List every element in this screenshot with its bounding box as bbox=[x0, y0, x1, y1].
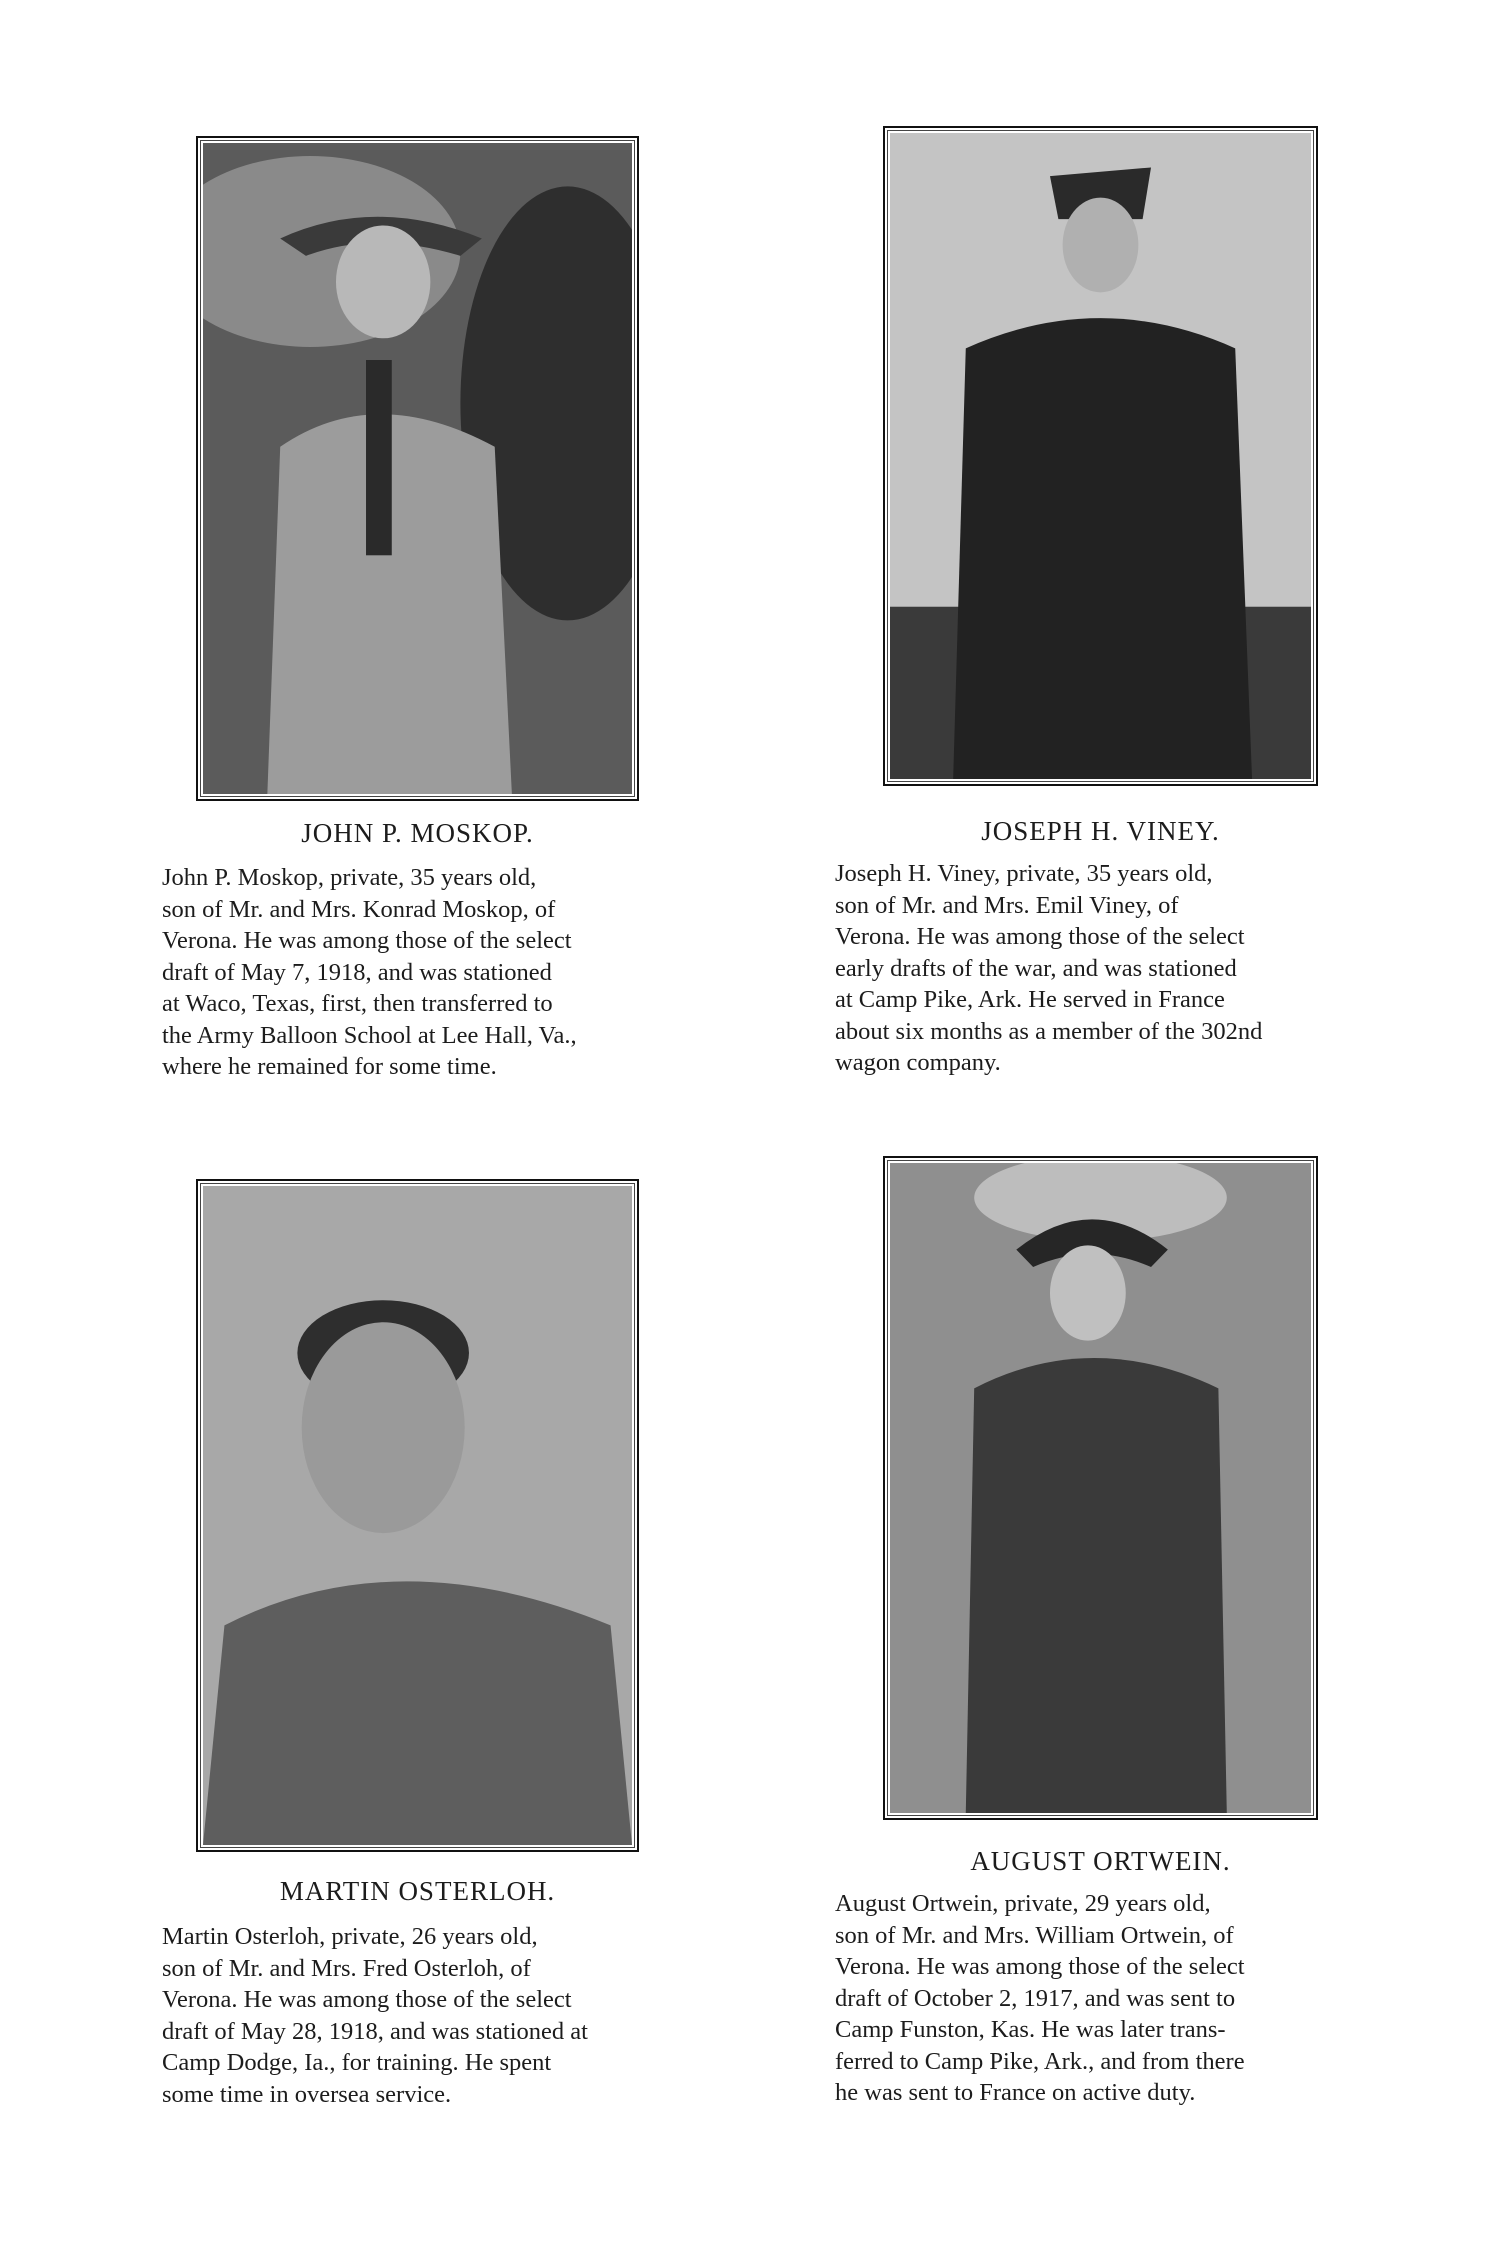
bio-line: Verona. He was among those of the select bbox=[835, 923, 1245, 950]
soldier-bio-moskop bbox=[162, 862, 687, 1083]
bio-line: early drafts of the war, and was stationed bbox=[835, 954, 1237, 982]
soldier-bio-ortwein bbox=[835, 1888, 1363, 2109]
bio-line: ferred to Camp Pike, Ark., and from there bbox=[835, 2047, 1245, 2075]
bio-line: son of Mr. and Mrs. Konrad Moskop, of bbox=[162, 895, 556, 923]
bio-line: draft of October 2, 1917, and was sent to bbox=[835, 1984, 1236, 2012]
bio-line: at Camp Pike, Ark. He served in France bbox=[835, 986, 1225, 1013]
photo-frame-viney bbox=[883, 126, 1318, 786]
photo-frame-osterloh bbox=[196, 1179, 639, 1852]
soldier-bio-osterloh bbox=[162, 1921, 687, 2110]
bio-line: son of Mr. and Mrs. Fred Osterloh, of bbox=[162, 1954, 531, 1982]
soldier-portrait-icon bbox=[890, 1163, 1311, 1813]
bio-line: Martin Osterloh, private, 26 years old, bbox=[162, 1923, 538, 1950]
bio-line: wagon company. bbox=[835, 1049, 1001, 1076]
photo-frame-ortwein bbox=[883, 1156, 1318, 1820]
bio-line: Verona. He was among those of the select bbox=[835, 1953, 1245, 1980]
soldier-portrait-icon bbox=[890, 133, 1311, 779]
bio-line: Camp Funston, Kas. He was later trans- bbox=[835, 2016, 1226, 2043]
portrait-photo-viney bbox=[890, 133, 1311, 779]
bio-line: Camp Dodge, Ia., for training. He spent bbox=[162, 2049, 552, 2076]
bio-line: about six months as a member of the 302nd bbox=[835, 1017, 1263, 1045]
bio-line: August Ortwein, private, 29 years old, bbox=[835, 1890, 1211, 1917]
soldier-portrait-icon bbox=[203, 1186, 632, 1845]
soldier-name-viney: JOSEPH H. VINEY. bbox=[981, 816, 1220, 846]
bio-line: John P. Moskop, private, 35 years old, bbox=[162, 864, 537, 891]
soldier-name-osterloh: MARTIN OSTERLOH. bbox=[279, 1876, 556, 1906]
bio-line: Verona. He was among those of the select bbox=[162, 1986, 572, 2013]
soldier-portrait-icon bbox=[203, 143, 632, 794]
portrait-photo-moskop bbox=[203, 143, 632, 794]
bio-line: draft of May 7, 1918, and was stationed bbox=[162, 958, 552, 986]
bio-line: Verona. He was among those of the select bbox=[162, 927, 572, 954]
bio-line: he was sent to France on active duty. bbox=[835, 2079, 1196, 2106]
bio-line: at Waco, Texas, first, then transferred to bbox=[162, 990, 553, 1017]
soldier-name-moskop: JOHN P. MOSKOP. bbox=[301, 818, 534, 848]
bio-line: draft of May 28, 1918, and was stationed at bbox=[162, 2017, 588, 2045]
bio-line: some time in oversea service. bbox=[162, 2080, 452, 2108]
bio-line: Joseph H. Viney, private, 35 years old, bbox=[835, 860, 1213, 887]
photo-frame-moskop bbox=[196, 136, 639, 801]
soldier-name-ortwein: AUGUST ORTWEIN. bbox=[970, 1846, 1231, 1876]
bio-line: son of Mr. and Mrs. Emil Viney, of bbox=[835, 891, 1179, 919]
bio-line: the Army Balloon School at Lee Hall, Va., bbox=[162, 1021, 577, 1049]
bio-line: where he remained for some time. bbox=[162, 1053, 497, 1080]
portrait-photo-ortwein bbox=[890, 1163, 1311, 1813]
portrait-photo-osterloh bbox=[203, 1186, 632, 1845]
soldier-bio-viney bbox=[835, 858, 1363, 1079]
bio-line: son of Mr. and Mrs. William Ortwein, of bbox=[835, 1921, 1234, 1949]
